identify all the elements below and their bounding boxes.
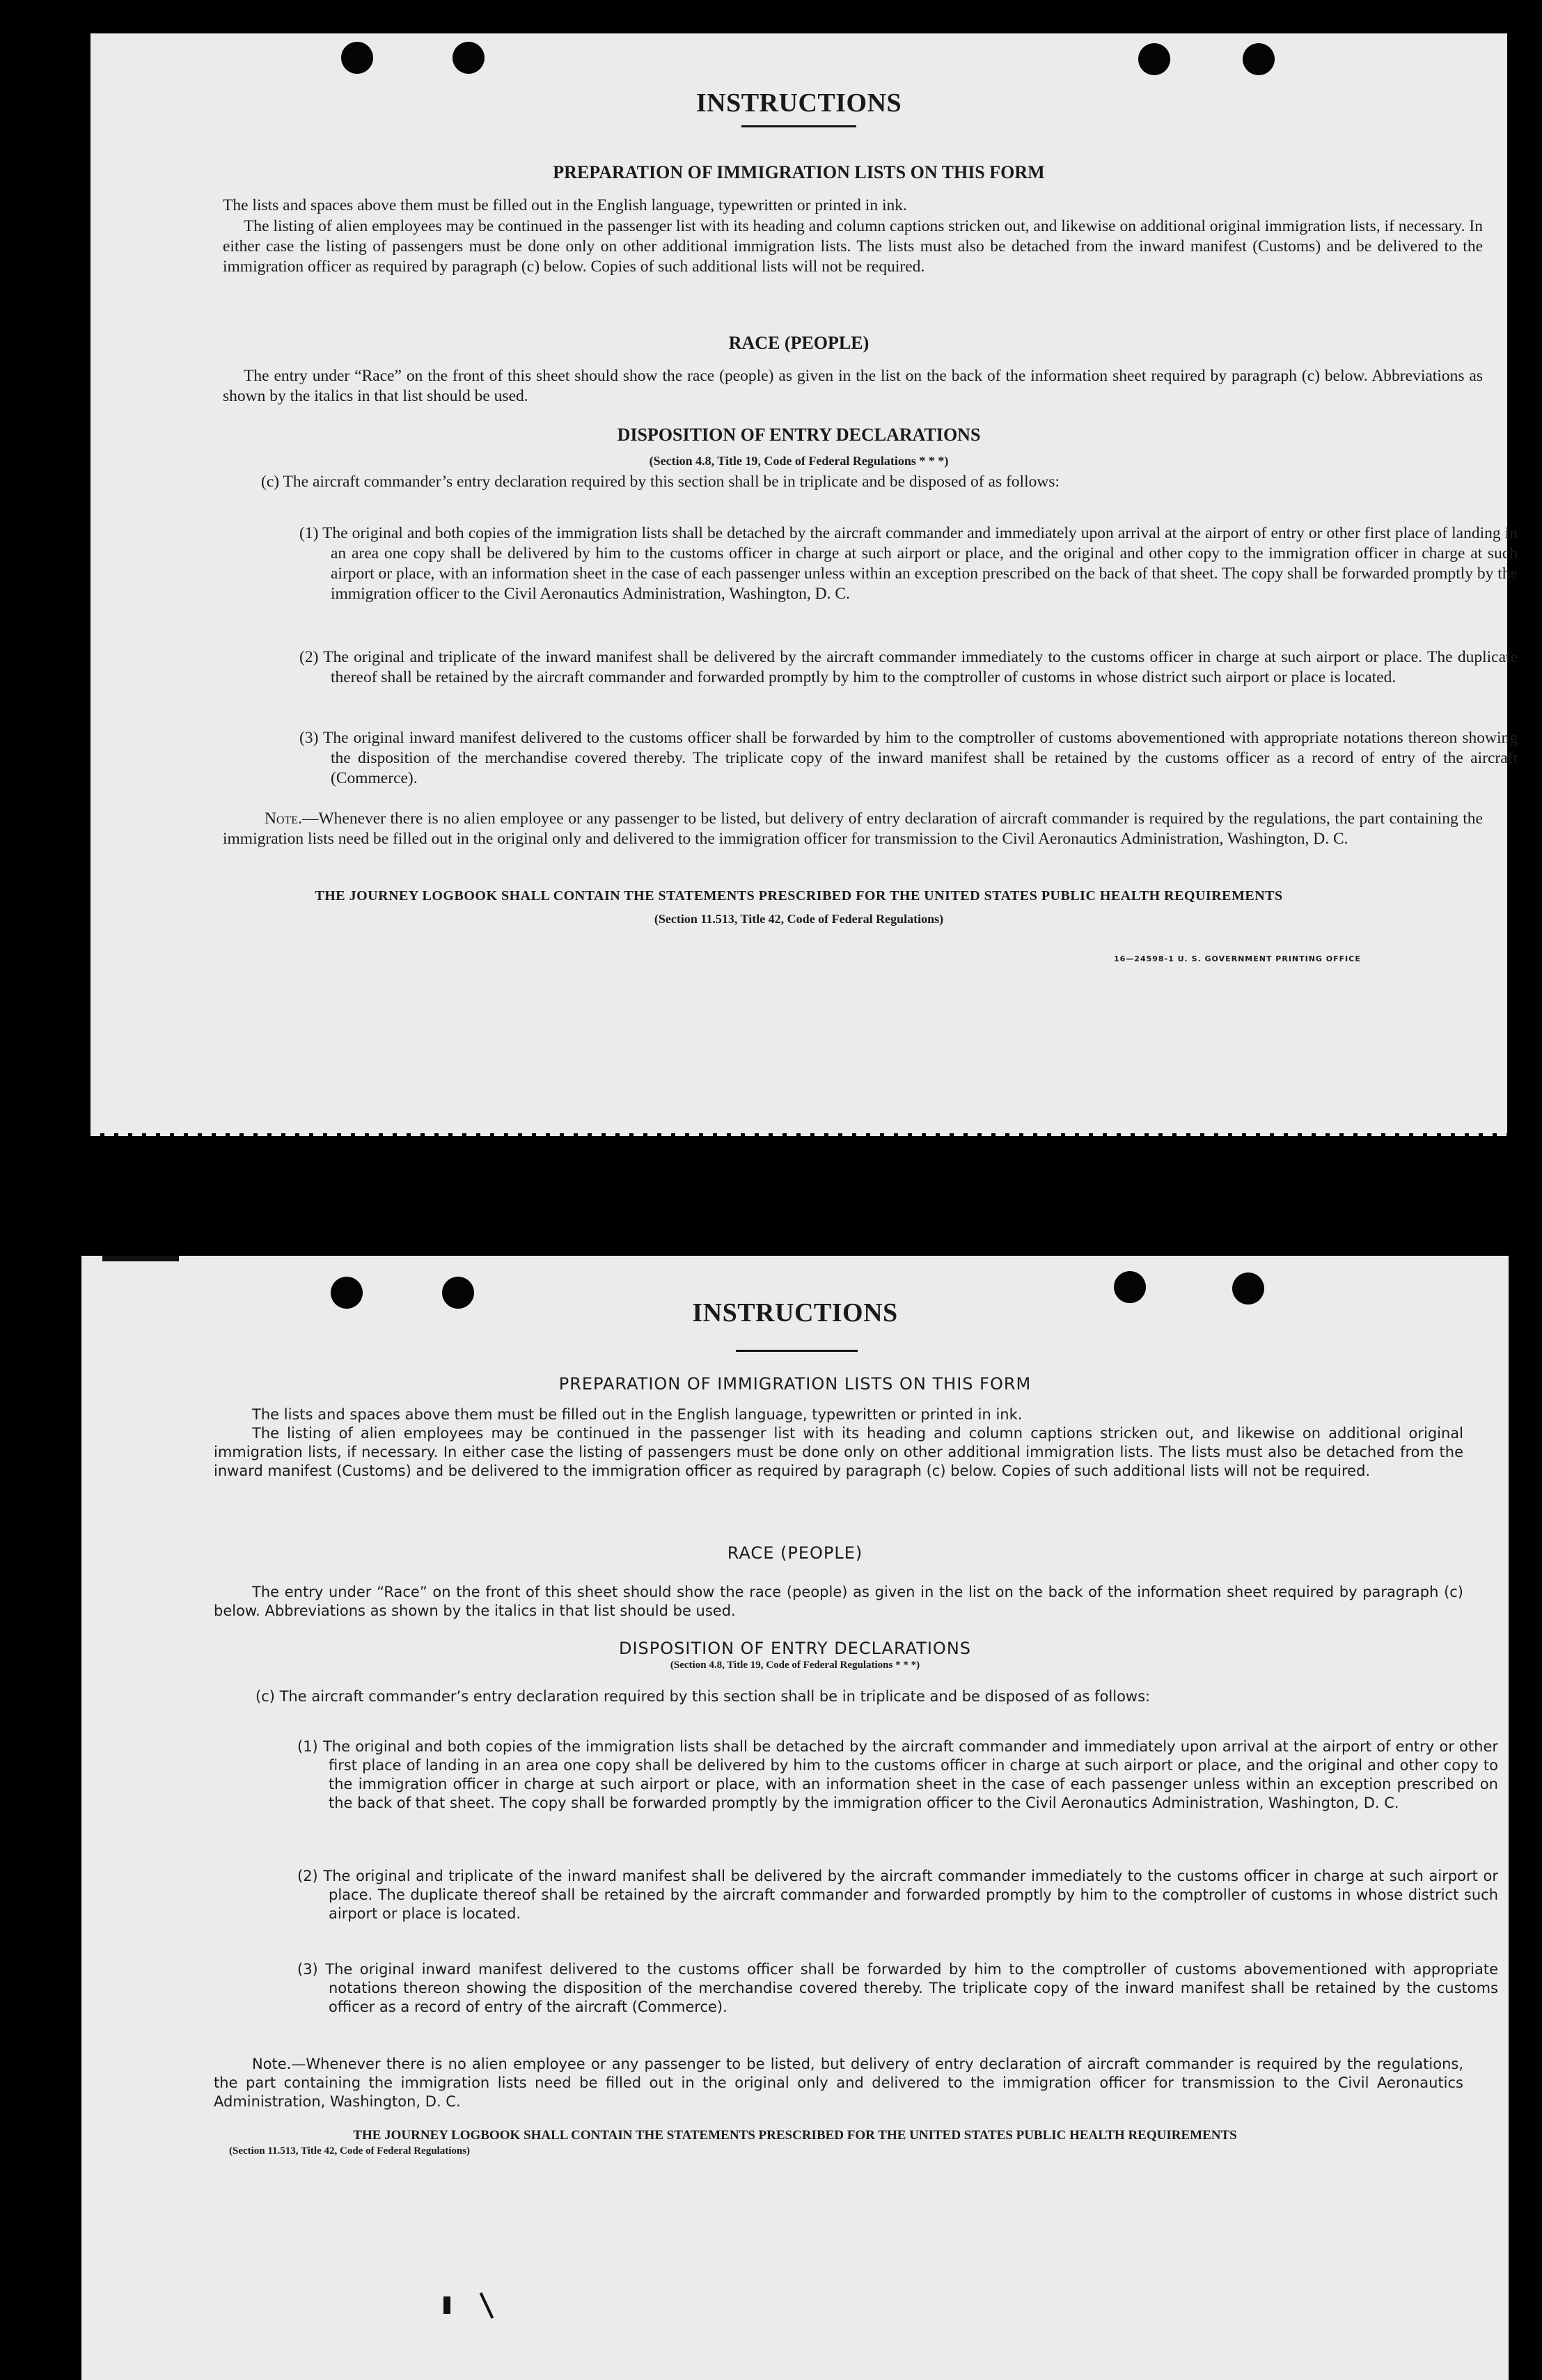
disposition-item-3: (3) The original inward manifest delivered to the customs officer shall be forwarded by him to the comptroller of customs abovementioned with appropriate notations thereon showing the disposition of the merchandise covered thereby. The triplicate copy of the inward manifest shall be retained by the customs officer as a record of entry of the aircraft (Commerce). — [299, 729, 1518, 787]
disposition-item-1: (1) The original and both copies of the immigration lists shall be detached by the aircraft commander and immediately upon arrival at the airport of entry or other first place of landing in an area one copy shall be delivered by him to the customs officer in charge at such airport or place, and the original and other copy to the immigration officer in charge at such airport or place, with an information sheet in the case of each passenger unless within an exception prescribed on the back of that sheet. The copy shall be forwarded promptly by the immigration officer to the Civil Aeronautics Administration, Washington, D. C. — [299, 524, 1518, 603]
race-paragraph: The entry under “Race” on the front of this sheet should show the race (people) as given in the list on the back of the information sheet required by paragraph (c) below. Abbreviations as shown by the italics in that list should be used. — [214, 1584, 1463, 1619]
section-heading-preparation: PREPARATION OF IMMIGRATION LISTS ON THIS FORM — [553, 162, 1045, 182]
page-title: INSTRUCTIONS — [692, 1298, 898, 1327]
title-divider — [736, 1350, 858, 1352]
section-heading-disposition: DISPOSITION OF ENTRY DECLARATIONS — [618, 1639, 972, 1658]
disposition-paragraph-c: (c) The aircraft commander’s entry declaration required by this section shall be in triplicate and be disposed of as follows: — [255, 1688, 1151, 1705]
punch-hole — [453, 42, 485, 74]
disposition-paragraph-c: (c) The aircraft commander’s entry declaration required by this section shall be in triplicate and be disposed of as follows: — [261, 473, 1060, 491]
disposition-citation: (Section 4.8, Title 19, Code of Federal Regulations * * *) — [649, 454, 949, 468]
note-text: —Whenever there is no alien employee or any passenger to be listed, but delivery of entry declaration of aircraft commander is required by the regulations, the part containing the immigration lists need be filled out in the original only and delivered to the immigration officer for transmission to the Civil Aeronautics Administration, Washington, D. C. — [223, 810, 1483, 848]
section-heading-race: RACE (PEOPLE) — [727, 1543, 863, 1563]
preparation-paragraph-2: The listing of alien employees may be continued in the passenger list with its heading and column captions stricken out, and likewise on additional original immigration lists, if necessary. In either case the listing of passengers must be done only on other additional immigration lists. The lists must also be detached from the inward manifest (Customs) and be delivered to the immigration officer as required by paragraph (c) below. Copies of such additional lists will not be required. — [223, 217, 1483, 276]
section-heading-disposition: DISPOSITION OF ENTRY DECLARATIONS — [617, 425, 981, 445]
race-paragraph: The entry under “Race” on the front of this sheet should show the race (people) as given in the list on the back of the information sheet required by paragraph (c) below. Abbreviations as shown by the italics in that list should be used. — [223, 367, 1483, 405]
page-title: INSTRUCTIONS — [695, 88, 902, 118]
journey-logbook-statement: THE JOURNEY LOGBOOK SHALL CONTAIN THE STATEMENTS PRESCRIBED FOR THE UNITED STATES PUBLIC HEALTH REQUIREMENTS — [315, 888, 1283, 904]
preparation-paragraph-1: The lists and spaces above them must be filled out in the English language, typewritten or printed in ink. — [252, 1406, 1023, 1423]
perforation-line — [91, 1133, 1507, 1136]
instruction-sheet-bottom — [81, 1256, 1509, 2380]
corner-mark — [102, 1256, 179, 1261]
section-heading-preparation: PREPARATION OF IMMIGRATION LISTS ON THIS FORM — [558, 1374, 1032, 1394]
ink-smudge — [443, 2296, 450, 2314]
note-label: Note. — [265, 810, 302, 828]
instruction-sheet-top — [91, 33, 1518, 1135]
punch-hole — [1243, 43, 1275, 75]
punch-hole — [1138, 43, 1170, 75]
journey-logbook-statement: THE JOURNEY LOGBOOK SHALL CONTAIN THE STATEMENTS PRESCRIBED FOR THE UNITED STATES PUBLIC HEALTH REQUIREMENTS — [353, 2128, 1237, 2143]
disposition-citation: (Section 4.8, Title 19, Code of Federal Regulations * * *) — [670, 1660, 920, 1671]
section-heading-race: RACE (PEOPLE) — [728, 333, 870, 353]
disposition-item-2: (2) The original and triplicate of the inward manifest shall be delivered by the aircraft commander immediately to the customs officer in charge at such airport or place. The duplicate thereof shall be retained by the aircraft commander and forwarded promptly by him to the comptroller of customs in whose district such airport or place is located. — [297, 1868, 1498, 1922]
printer-imprint: 16—24598-1 U. S. GOVERNMENT PRINTING OFFICE — [1114, 954, 1361, 963]
journey-citation: (Section 11.513, Title 42, Code of Federal Regulations) — [654, 912, 944, 926]
note-paragraph: Note.—Whenever there is no alien employee or any passenger to be listed, but delivery of entry declaration of aircraft commander is required by the regulations, the part containing the immigration lists need be filled out in the original only and delivered to the immigration officer for transmission to the Civil Aeronautics Administration, Washington, D. C. — [214, 2056, 1463, 2110]
journey-citation: (Section 11.513, Title 42, Code of Federal Regulations) — [228, 2145, 471, 2157]
disposition-item-1: (1) The original and both copies of the immigration lists shall be detached by the aircraft commander and immediately upon arrival at the airport of entry or other first place of landing in an area one copy shall be delivered by him to the customs officer in charge at such airport or place, and the original and other copy to the immigration officer in charge at such airport or place, with an information sheet in the case of each passenger unless within an exception prescribed on the back of that sheet. The copy shall be forwarded promptly by the immigration officer to the Civil Aeronautics Administration, Washington, D. C. — [297, 1738, 1498, 1811]
preparation-paragraph-1: The lists and spaces above them must be filled out in the English language, typewritten or printed in ink. — [223, 196, 907, 214]
note-paragraph — [223, 809, 1483, 849]
ink-smudge — [480, 2292, 494, 2319]
disposition-item-2: (2) The original and triplicate of the inward manifest shall be delivered by the aircraft commander immediately to the customs officer in charge at such airport or place. The duplicate thereof shall be retained by the aircraft commander and forwarded promptly by him to the comptroller of customs in whose district such airport or place is located. — [299, 648, 1518, 686]
preparation-paragraph-2: The listing of alien employees may be continued in the passenger list with its heading and column captions stricken out, and likewise on additional original immigration lists, if necessary. In either case the listing of passengers must be done only on other additional immigration lists. The lists must also be detached from the inward manifest (Customs) and be delivered to the immigration officer as required by paragraph (c) below. Copies of such additional lists will not be required. — [214, 1425, 1463, 1479]
disposition-item-3: (3) The original inward manifest delivered to the customs officer shall be forwarded by him to the comptroller of customs abovementioned with appropriate notations thereon showing the disposition of the merchandise covered thereby. The triplicate copy of the inward manifest shall be retained by the customs officer as a record of entry of the aircraft (Commerce). — [297, 1961, 1498, 2015]
title-divider — [741, 125, 856, 127]
punch-hole — [341, 42, 373, 74]
